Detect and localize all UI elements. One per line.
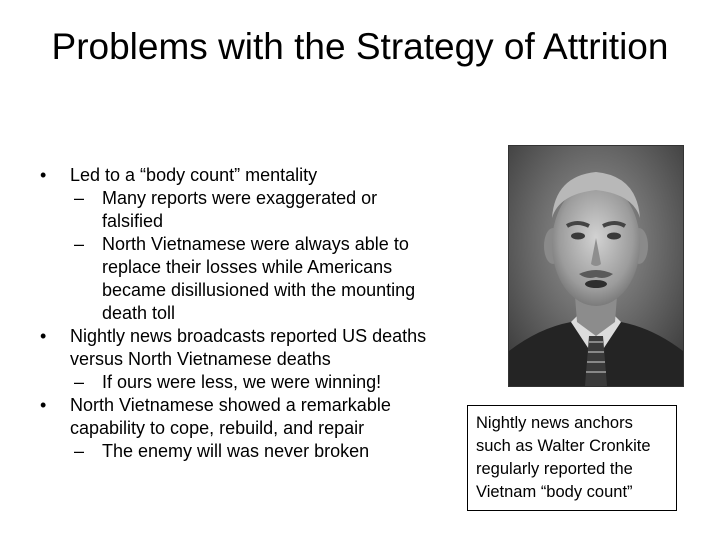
bullet-text: Nightly news broadcasts reported US deaths versus North Vietnamese deaths <box>70 326 427 369</box>
sub-bullet-text: North Vietnamese were always able to replace their losses while Americans became disillusioned with the mounting death toll <box>102 234 416 323</box>
bullet-item <box>0 164 470 187</box>
bullet-item <box>0 394 470 440</box>
bullet-item <box>0 325 470 371</box>
sub-bullet-text: If ours were less, we were winning! <box>102 372 382 392</box>
sub-bullet-marker: – <box>74 234 85 254</box>
sub-bullet-item <box>0 440 470 463</box>
bullet-marker: • <box>40 326 47 346</box>
sub-bullet-text: The enemy will was never broken <box>102 441 370 461</box>
sub-bullet-item <box>0 187 470 233</box>
sub-bullet-text: Many reports were exaggerated or falsified <box>102 188 378 231</box>
sub-bullet-item <box>0 233 470 325</box>
sub-bullet-marker: – <box>74 441 85 461</box>
bullet-marker: • <box>40 165 47 185</box>
bullet-text: Led to a “body count” mentality <box>70 165 318 185</box>
sub-bullet-item <box>0 371 470 394</box>
bullet-marker: • <box>40 395 47 415</box>
sub-bullet-marker: – <box>74 188 85 208</box>
portrait-image <box>509 146 683 386</box>
bullet-text: North Vietnamese showed a remarkable capability to cope, rebuild, and repair <box>70 395 391 438</box>
photo-caption: Nightly news anchors such as Walter Cronkite regularly reported the Vietnam “body count” <box>467 405 677 511</box>
slide-title: Problems with the Strategy of Attrition <box>51 26 669 67</box>
news-anchor-photo <box>508 145 684 387</box>
sub-bullet-marker: – <box>74 372 85 392</box>
bullet-list <box>0 164 470 463</box>
